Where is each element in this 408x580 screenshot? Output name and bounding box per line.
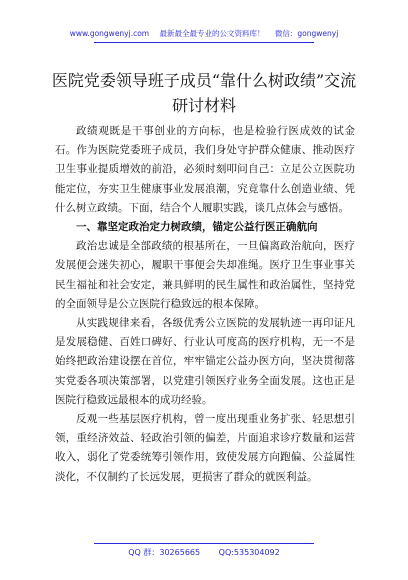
intro-paragraph: 政绩观既是干事创业的方向标，也是检验行医成效的试金石。作为医院党委班子成员，我们身处守护群众健康、推动医疗卫生事业提质增效的前沿，必须时刻叩问自己：立足公立医院功能定位，夯实卫生健康事业发展浪潮，究竟靠什么创造业绩、凭什么树立政绩。下面，结合个人履职实践，谈几点体会与感悟。 <box>55 125 355 214</box>
document-body <box>55 122 355 487</box>
header-site-link[interactable]: www.gongwenyj.com <box>69 29 150 38</box>
header-slogan: 最新最全最专业的公文资料库！ <box>159 29 265 38</box>
title-line-1: 医院党委领导班子成员“靠什么树政绩”交流 <box>51 71 357 90</box>
section1-paragraph-3: 反观一些基层医疗机构，曾一度出现重业务扩张、轻思想引领，重经济效益、轻政治引领的偏差，片面追求诊疗数量和运营收入，弱化了党委统筹引领作用，致使发展方向跑偏、公益属性淡化，不仅制约了长远发展，更损害了群众的就医利益。 <box>55 413 355 483</box>
page-header <box>0 0 408 44</box>
document-title <box>40 68 368 118</box>
page-footer <box>0 547 408 558</box>
section1-paragraph-1: 政治忠诚是全部政绩的根基所在，一旦偏离政治航向，医疗发展便会迷失初心，履职干事便会失却准绳。医疗卫生事业事关民生福祉和社会安定，兼具鲜明的民生属性和政治属性，坚持党的全面领导是公立医院行稳致远的根本保障。 <box>55 240 355 310</box>
footer-qq-group: QQ 群：30265665 <box>128 548 201 557</box>
header-wechat: 微信：gongwenyj <box>274 29 339 38</box>
section-heading-1: 一、靠坚定政治定力树政绩，锚定公益行医正确航向 <box>76 221 318 234</box>
footer-divider <box>94 543 314 544</box>
section1-paragraph-2: 从实践规律来看，各级优秀公立医院的发展轨迹一再印证凡是发展稳健、百姓口碑好、行业认可度高的医疗机构，无一不是始终把政治建设摆在首位，牢牢锚定公益办医方向，坚决贯彻落实党委各项决策部署，以党建引领医疗业务全面发展。这也正是医院行稳致远最根本的成功经验。 <box>55 317 355 406</box>
footer-qq: QQ:535304092 <box>218 548 280 557</box>
header-divider <box>94 42 314 43</box>
title-line-2: 研讨材料 <box>171 96 236 115</box>
